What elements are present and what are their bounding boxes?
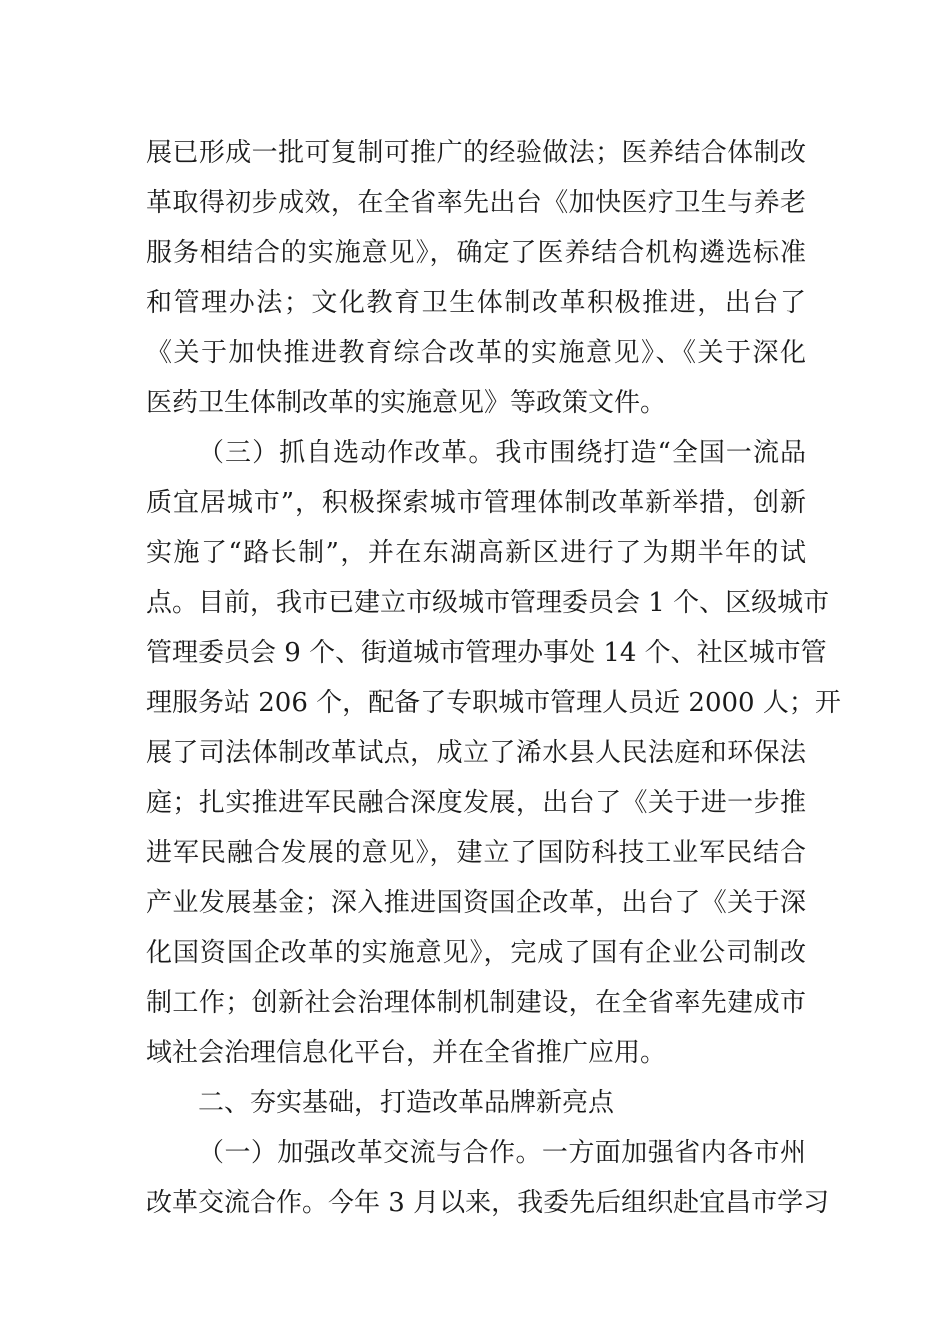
- text-line: 实施了“路长制”，并在东湖高新区进行了为期半年的试: [146, 538, 806, 568]
- text-line: 和管理办法；文化教育卫生体制改革积极推进，出台了: [146, 288, 806, 318]
- text-line: 理服务站 206 个，配备了专职城市管理人员近 2000 人；开: [146, 688, 841, 718]
- text-line: 点。目前，我市已建立市级城市管理委员会 1 个、区级城市: [146, 588, 830, 618]
- text-line: 制工作；创新社会治理体制机制建设，在全省率先建成市: [146, 988, 806, 1018]
- paragraph-heading-1: （一）加强改革交流与合作。一方面加强省内各市州: [198, 1138, 806, 1168]
- text-line: 展已形成一批可复制可推广的经验做法；医养结合体制改: [146, 138, 806, 168]
- text-line: 医药卫生体制改革的实施意见》等政策文件。: [146, 388, 667, 418]
- text-line: 产业发展基金；深入推进国资国企改革，出台了《关于深: [146, 888, 806, 918]
- text-line: 质宜居城市”，积极探索城市管理体制改革新举措，创新: [146, 488, 806, 518]
- text-line: 进军民融合发展的意见》，建立了国防科技工业军民结合: [146, 838, 806, 868]
- text-line: 展了司法体制改革试点，成立了浠水县人民法庭和环保法: [146, 738, 806, 768]
- text-line: 域社会治理信息化平台，并在全省推广应用。: [146, 1038, 667, 1068]
- text-line: 改革交流合作。今年 3 月以来，我委先后组织赴宜昌市学习: [146, 1188, 830, 1218]
- text-line: 化国资国企改革的实施意见》，完成了国有企业公司制改: [146, 938, 806, 968]
- text-line: 《关于加快推进教育综合改革的实施意见》、《关于深化: [146, 338, 806, 368]
- text-line: 管理委员会 9 个、街道城市管理办事处 14 个、社区城市管: [146, 638, 827, 668]
- section-heading-2: 二、夯实基础，打造改革品牌新亮点: [198, 1088, 615, 1118]
- text-line: 服务相结合的实施意见》，确定了医养结合机构遴选标准: [146, 238, 806, 268]
- text-line: 庭；扎实推进军民融合深度发展，出台了《关于进一步推: [146, 788, 806, 818]
- paragraph-heading-3: （三）抓自选动作改革。我市围绕打造“全国一流品: [198, 438, 806, 468]
- text-line: 革取得初步成效，在全省率先出台《加快医疗卫生与养老: [146, 188, 806, 218]
